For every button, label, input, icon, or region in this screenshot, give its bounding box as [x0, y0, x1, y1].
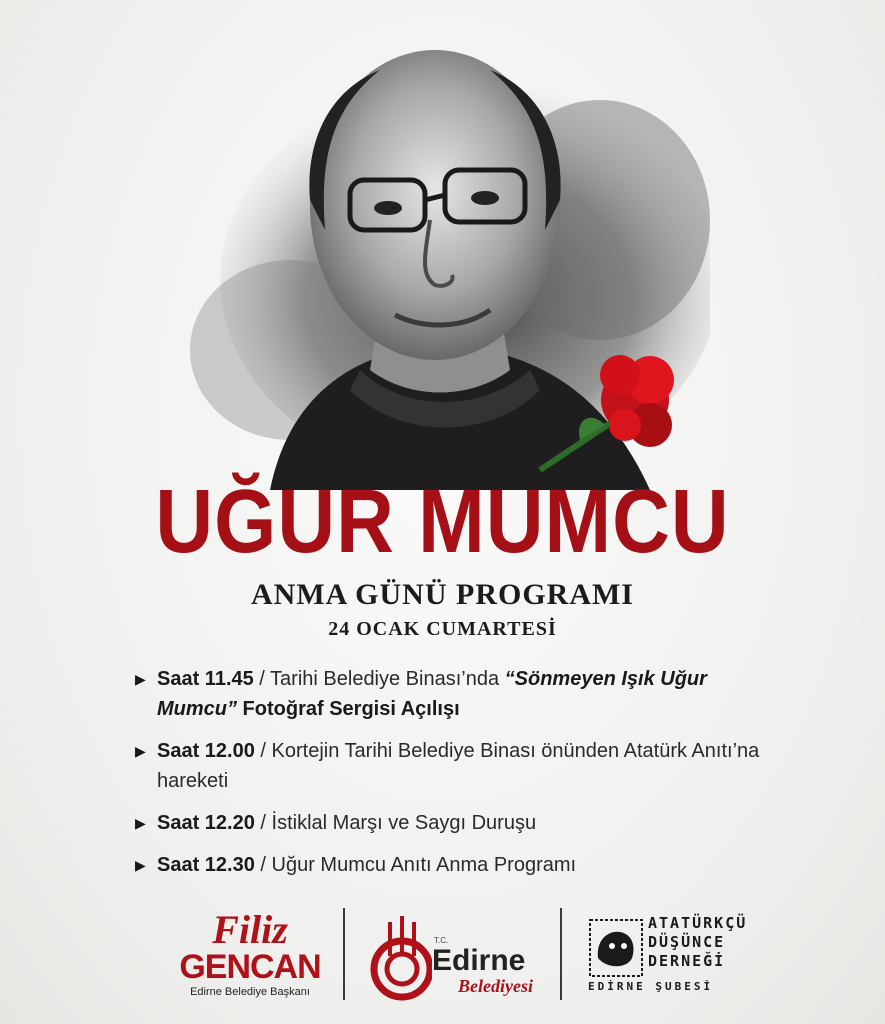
triangle-right-icon: ▶: [135, 743, 146, 759]
schedule-text: / İstiklal Marşı ve Saygı Duruşu: [254, 812, 537, 834]
divider: [560, 908, 562, 1000]
ataturkcu-words: [648, 914, 748, 971]
list-item: [135, 808, 775, 838]
gencan-first-name: Filiz: [212, 907, 288, 952]
list-item: [135, 850, 775, 880]
triangle-right-icon: ▶: [135, 815, 146, 831]
page-title: UĞUR MUMCU: [155, 471, 730, 572]
schedule-time: Saat 12.30: [157, 854, 255, 876]
list-item: [135, 664, 775, 724]
gencan-caption: Edirne Belediye Başkanı: [190, 986, 310, 998]
gencan-logo: [170, 907, 330, 998]
ataturk-silhouette-icon: [588, 918, 644, 978]
schedule-time: Saat 12.00: [157, 740, 255, 762]
triangle-right-icon: ▶: [135, 671, 146, 687]
belediyesi-label: Belediyesi: [458, 976, 533, 996]
schedule-bold-text: Fotoğraf Sergisi Açılışı: [237, 698, 460, 720]
divider: [343, 908, 345, 1000]
triangle-right-icon: ▶: [135, 857, 146, 873]
schedule-time: Saat 11.45: [157, 668, 254, 690]
word-line: DERNEĞİ: [648, 952, 726, 970]
sponsor-logos: [0, 900, 885, 1010]
event-date: 24 OCAK CUMARTESİ: [328, 618, 557, 640]
schedule-time: Saat 12.20: [157, 812, 255, 834]
tc-label: T.C.: [434, 936, 449, 945]
gencan-last-name: GENCAN: [179, 948, 321, 986]
portrait-image: [180, 30, 710, 490]
schedule-list: [135, 664, 775, 892]
schedule-text: / Kortejin Tarihi Belediye Binası önünden Atatürk Anıtı’na hareketi: [157, 740, 760, 792]
edirne-label: Edirne: [432, 944, 526, 977]
schedule-text: / Uğur Mumcu Anıtı Anma Programı: [254, 854, 577, 876]
ataturkcu-dusunce-dernegi-logo: [588, 914, 748, 998]
schedule-emphasis: “Sönmeyen Işık Uğur Mumcu”: [157, 668, 707, 720]
branch-label: EDİRNE ŞUBESİ: [588, 980, 714, 993]
edirne-belediyesi-logo: [370, 914, 540, 1004]
edirne-emblem-icon: [370, 914, 432, 1004]
word-line: DÜŞÜNCE: [648, 933, 726, 951]
schedule-text: / Tarihi Belediye Binası’nda: [253, 668, 505, 690]
word-line: ATATÜRKÇÜ: [648, 914, 748, 932]
list-item: [135, 736, 775, 796]
program-subtitle: ANMA GÜNÜ PROGRAMI: [251, 578, 634, 611]
